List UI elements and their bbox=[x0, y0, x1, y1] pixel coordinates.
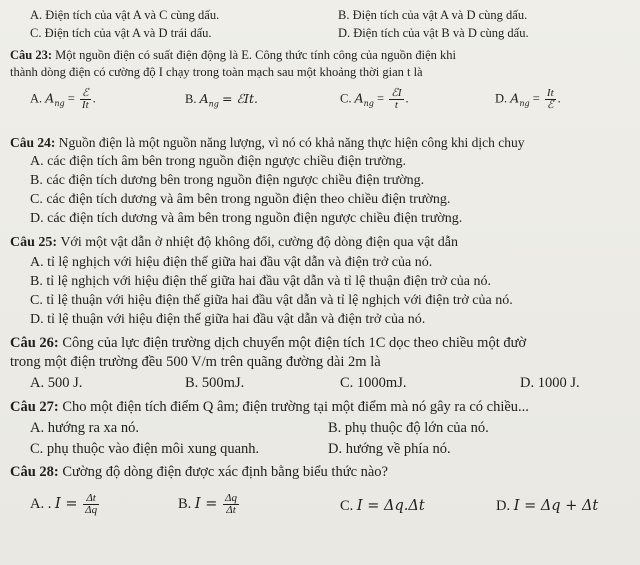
question-28-option-b bbox=[178, 493, 241, 516]
option-sub: ng bbox=[54, 98, 65, 108]
question-26-option-d: D. 1000 J. bbox=[520, 375, 580, 391]
option-letter: A. bbox=[30, 91, 43, 106]
option-sub: ng bbox=[519, 98, 530, 108]
question-24-option-b: B. các điện tích dương bên trong nguồn điện ngược chiều điện trường. bbox=[30, 173, 425, 188]
fraction bbox=[389, 88, 403, 111]
question-26-text-2: trong một điện trường đều 500 V/m trên quãng đường dài 2m là bbox=[10, 354, 381, 370]
option-expr: I = Δq + Δt bbox=[513, 498, 599, 514]
question-25 bbox=[10, 234, 458, 252]
option-expr: A bbox=[45, 90, 55, 106]
fraction-den: It bbox=[81, 99, 89, 111]
fraction-den: ℰ bbox=[546, 99, 554, 111]
question-23-option-b bbox=[185, 90, 258, 114]
prev-option-d: D. Điện tích của vật B và D cùng dấu. bbox=[338, 26, 529, 40]
question-25-text: Với một vật dẫn ở nhiệt độ không đổi, cường độ dòng điện qua vật dẫn bbox=[60, 235, 458, 250]
question-24-option-d: D. các điện tích dương và âm bên trong nguồn điện ngược chiều điện trường. bbox=[30, 211, 463, 226]
option-expr: A bbox=[199, 91, 209, 106]
question-25-label: Câu 25: bbox=[10, 235, 58, 250]
option-lhs: I = bbox=[194, 495, 218, 512]
option-lhs: I = bbox=[54, 495, 78, 512]
question-27 bbox=[10, 398, 529, 416]
option-expr: A bbox=[354, 90, 364, 106]
question-25-option-b: B. tỉ lệ nghịch với hiệu điện thế giữa hai đầu vật dẫn và tỉ lệ thuận điện trở của nó. bbox=[30, 274, 491, 289]
question-26-text-1: Công của lực điện trường dịch chuyển một điện tích 1C dọc theo chiều một đườ bbox=[62, 335, 527, 351]
fraction bbox=[83, 493, 99, 516]
question-24-label: Câu 24: bbox=[10, 135, 56, 150]
question-28-label: Câu 28: bbox=[10, 464, 59, 480]
fraction-den: Δq bbox=[85, 504, 98, 516]
option-rhs: = ℰIt. bbox=[222, 91, 258, 106]
fraction-den: t bbox=[394, 99, 398, 111]
question-27-option-d: D. hướng về phía nó. bbox=[328, 441, 451, 457]
question-27-option-b: B. phụ thuộc độ lớn của nó. bbox=[328, 420, 489, 436]
option-letter: C. bbox=[340, 91, 352, 106]
prev-option-a: A. Điện tích của vật A và C cùng dấu. bbox=[30, 8, 220, 22]
fraction bbox=[223, 493, 239, 516]
fraction-den: Δt bbox=[226, 504, 236, 516]
option-sub: ng bbox=[363, 98, 374, 108]
question-27-option-c: C. phụ thuộc vào điện môi xung quanh. bbox=[30, 441, 260, 457]
question-26-option-c: C. 1000mJ. bbox=[340, 375, 407, 391]
fraction-num: ℰ bbox=[80, 88, 91, 100]
question-26-option-a: A. 500 J. bbox=[30, 375, 83, 391]
option-letter: B. bbox=[185, 92, 197, 106]
option-expr: I = Δq.Δt bbox=[356, 498, 425, 514]
question-26-label: Câu 26: bbox=[10, 335, 59, 351]
question-28 bbox=[10, 463, 388, 481]
question-25-option-c: C. tỉ lệ thuận với hiệu điện thế giữa hai đầu vật dẫn và tỉ lệ nghịch với điện trở của nó. bbox=[30, 293, 513, 308]
fraction-num: Δq bbox=[225, 492, 238, 504]
question-23-option-d: D. $A_{ng}$ = $\frac{It}{\text{ℰ}}$ . bbox=[495, 87, 561, 111]
question-28-text: Cường độ dòng điện được xác định bằng biểu thức nào? bbox=[62, 464, 388, 480]
fraction bbox=[545, 88, 556, 111]
option-letter: C. bbox=[340, 498, 354, 514]
question-23-text-1: Một nguồn điện có suất điện động là E. Công thức tính công của nguồn điện khi bbox=[55, 48, 456, 62]
question-25-option-d: D. tỉ lệ thuận với hiệu điện thế giữa hai đầu vật dẫn và điện trở của nó. bbox=[30, 312, 426, 327]
question-24-option-c: C. các điện tích dương và âm bên trong nguồn điện theo chiều điện trường. bbox=[30, 192, 451, 207]
option-letter: A. . bbox=[30, 495, 52, 512]
prev-option-c: C. Điện tích của vật A và D trái dấu. bbox=[30, 26, 212, 40]
fraction-num: Δt bbox=[83, 493, 99, 505]
option-letter: D. bbox=[495, 91, 508, 106]
question-24 bbox=[10, 134, 524, 152]
question-28-option-a bbox=[30, 493, 101, 516]
question-24-text: Nguồn điện là một nguồn năng lượng, vì nó có khả năng thực hiện công khi dịch chuy bbox=[58, 135, 525, 150]
question-28-option-c bbox=[340, 497, 425, 515]
prev-option-b: B. Điện tích của vật A và D cùng dấu. bbox=[338, 8, 528, 22]
fraction-num: It bbox=[546, 87, 554, 99]
question-26-option-b: B. 500mJ. bbox=[185, 375, 245, 391]
question-23-text-2: thành dòng điện có cường độ I chạy trong toàn mạch sau một khoảng thời gian t là bbox=[10, 65, 423, 79]
question-25-option-a: A. tỉ lệ nghịch với hiệu điện thế giữa hai đầu vật dẫn và điện trở của nó. bbox=[30, 255, 433, 270]
question-26 bbox=[10, 334, 526, 352]
question-27-option-a: A. hướng ra xa nó. bbox=[30, 420, 139, 436]
question-23-label: Câu 23: bbox=[10, 48, 53, 62]
option-letter: B. bbox=[178, 495, 192, 512]
question-23-option-c: C. $A_{ng}$ = $\frac{\text{ℰI}}{t}$ . bbox=[340, 87, 409, 111]
question-23-option-a: A. $A_{ng}$ = $\frac{\text{ℰ}}{It}$ . bbox=[30, 87, 96, 111]
fraction bbox=[80, 88, 91, 111]
fraction-num: ℰI bbox=[391, 87, 402, 99]
option-letter: D. bbox=[496, 498, 511, 514]
option-sub: ng bbox=[208, 99, 219, 109]
question-27-text: Cho một điện tích điểm Q âm; điện trường tại một điểm mà nó gây ra có chiều... bbox=[62, 399, 529, 415]
question-28-option-d bbox=[496, 497, 598, 515]
question-23 bbox=[10, 46, 456, 64]
question-27-label: Câu 27: bbox=[10, 399, 59, 415]
option-expr: A bbox=[510, 90, 520, 106]
question-24-option-a: A. các điện tích âm bên trong nguồn điện ngược chiều điện trường. bbox=[30, 154, 406, 169]
